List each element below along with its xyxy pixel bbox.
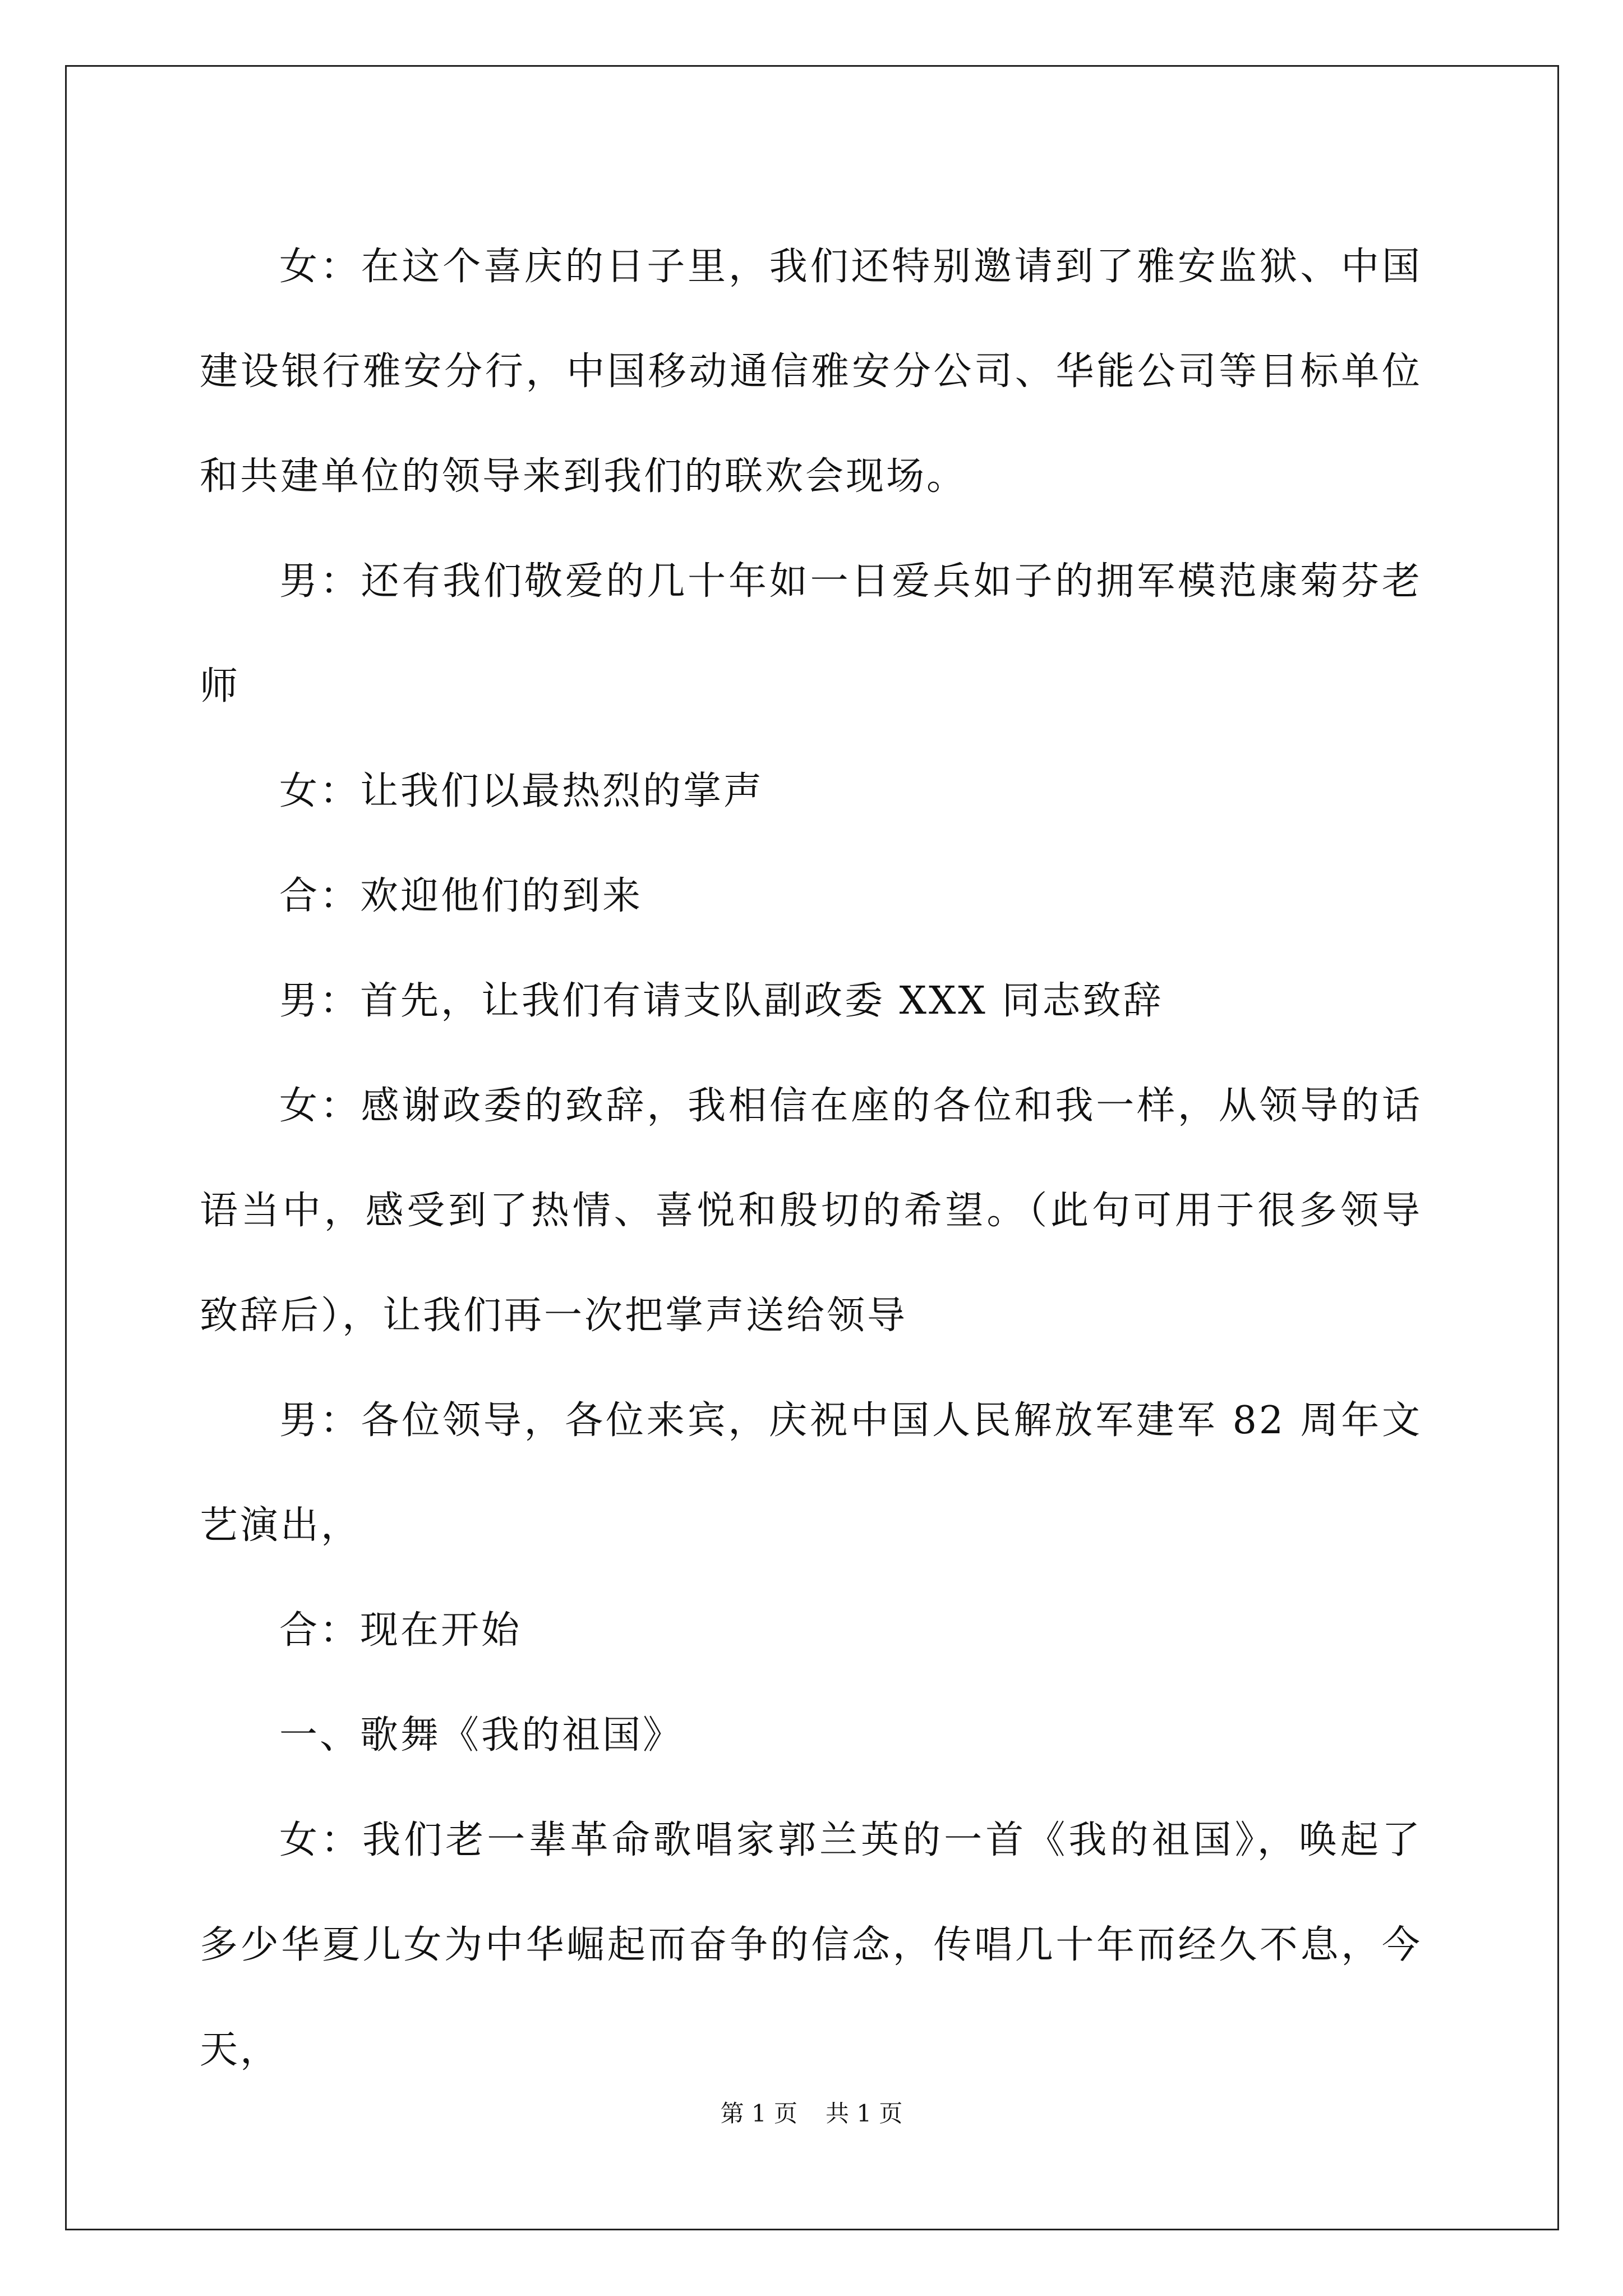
page-number: 第 1 页 — [720, 2100, 797, 2127]
page-total: 共 1 页 — [826, 2100, 903, 2127]
page-footer — [0, 2095, 1623, 2129]
paragraph-opening: 男：各位领导，各位来宾，庆祝中国人民解放军建军 82 周年文艺演出， — [200, 1398, 1422, 1548]
paragraph-model-teacher: 男：还有我们敬爱的几十年如一日爱兵如子的拥军模范康菊芬老师 — [200, 559, 1422, 708]
paragraph-thanks: 女：感谢政委的致辞，我相信在座的各位和我一样，从领导的话语当中，感受到了热情、喜悦和殷切的希望。（此句可用于很多领导致辞后），让我们再一次把掌声送给领导 — [200, 1084, 1422, 1338]
paragraph-speech-invite: 男：首先，让我们有请支队副政委 XXX 同志致辞 — [279, 979, 1164, 1023]
paragraph-welcome: 合：欢迎他们的到来 — [279, 874, 643, 918]
paragraph-applause: 女：让我们以最热烈的掌声 — [279, 769, 764, 813]
paragraph-start: 合：现在开始 — [279, 1608, 522, 1653]
paragraph-invited-guests: 女：在这个喜庆的日子里，我们还特别邀请到了雅安监狱、中国建设银行雅安分行，中国移动通信雅安分公司、华能公司等目标单位和共建单位的领导来到我们的联欢会现场。 — [200, 245, 1422, 499]
document-body — [200, 214, 1422, 2102]
program-item-heading: 一、歌舞《我的祖国》 — [279, 1713, 684, 1757]
paragraph-song-intro: 女：我们老一辈革命歌唱家郭兰英的一首《我的祖国》，唤起了多少华夏儿女为中华崛起而奋争的信念，传唱几十年而经久不息，今天， — [200, 1818, 1422, 2072]
